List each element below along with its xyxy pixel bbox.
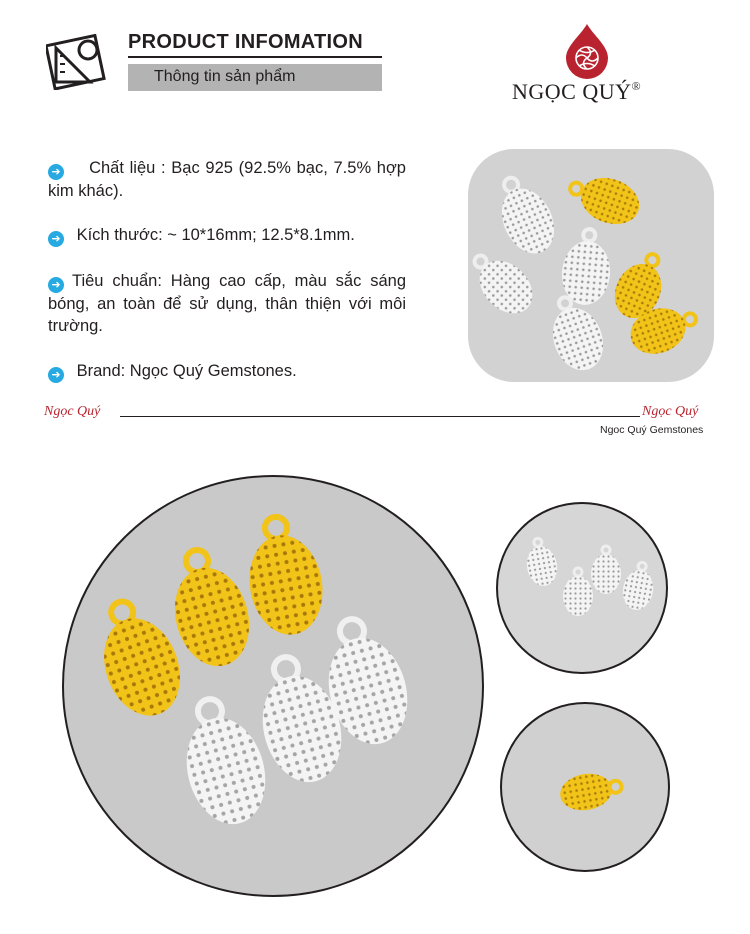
info-standard-text: Tiêu chuẩn: Hàng cao cấp, màu sắc sáng bóng, an toàn để sử dụng, thân thiện với môi trường. bbox=[48, 272, 406, 335]
brand-logo-text bbox=[512, 79, 641, 105]
brand-caption: Ngoc Quý Gemstones bbox=[600, 424, 704, 436]
brand-logo-icon bbox=[560, 22, 614, 80]
info-size bbox=[48, 224, 406, 247]
product-photo-large bbox=[62, 475, 484, 897]
product-photo-silver bbox=[496, 502, 668, 674]
brand-name: NGỌC QUÝ bbox=[512, 79, 632, 104]
registered-mark: ® bbox=[631, 79, 642, 93]
info-material-text: Chất liệu : Bạc 925 (92.5% bạc, 7.5% hợp kim khác). bbox=[48, 159, 406, 200]
silver-charm bbox=[559, 227, 613, 307]
silver-charm bbox=[486, 168, 564, 262]
arrow-right-icon: ➜ bbox=[48, 277, 64, 293]
silver-charm bbox=[591, 546, 621, 594]
title-underline bbox=[128, 56, 382, 58]
charms-illustration-large bbox=[64, 477, 482, 895]
info-brand bbox=[48, 360, 406, 383]
charms-illustration bbox=[468, 149, 714, 382]
arrow-right-icon: ➜ bbox=[48, 367, 64, 383]
gold-charm bbox=[239, 511, 331, 641]
silver-charm bbox=[620, 560, 658, 612]
silver-charm bbox=[170, 690, 277, 833]
gold-charm-illustration bbox=[502, 704, 668, 870]
gold-charm bbox=[563, 166, 646, 232]
section-divider bbox=[120, 416, 640, 417]
ruler-triangle-icon bbox=[46, 34, 108, 90]
silver-charm bbox=[468, 242, 543, 324]
silver-charms-illustration bbox=[498, 504, 666, 672]
page-title: PRODUCT INFOMATION bbox=[128, 31, 364, 53]
silver-charm bbox=[522, 536, 560, 588]
arrow-right-icon: ➜ bbox=[48, 164, 64, 180]
arrow-right-icon: ➜ bbox=[48, 231, 64, 247]
signature-right: Ngọc Quý bbox=[642, 404, 699, 419]
gold-charm bbox=[557, 768, 624, 814]
info-brand-text: Brand: Ngọc Quý Gemstones. bbox=[76, 362, 297, 380]
silver-charm bbox=[563, 568, 593, 616]
info-size-text: Kích thước: ~ 10*16mm; 12.5*8.1mm. bbox=[76, 226, 355, 244]
product-photo-gold bbox=[500, 702, 670, 872]
info-material bbox=[48, 157, 406, 202]
signature-left: Ngọc Quý bbox=[44, 404, 101, 419]
info-standard bbox=[48, 270, 406, 337]
page-subtitle: Thông tin sản phẩm bbox=[154, 68, 296, 85]
product-photo-group bbox=[468, 149, 714, 382]
